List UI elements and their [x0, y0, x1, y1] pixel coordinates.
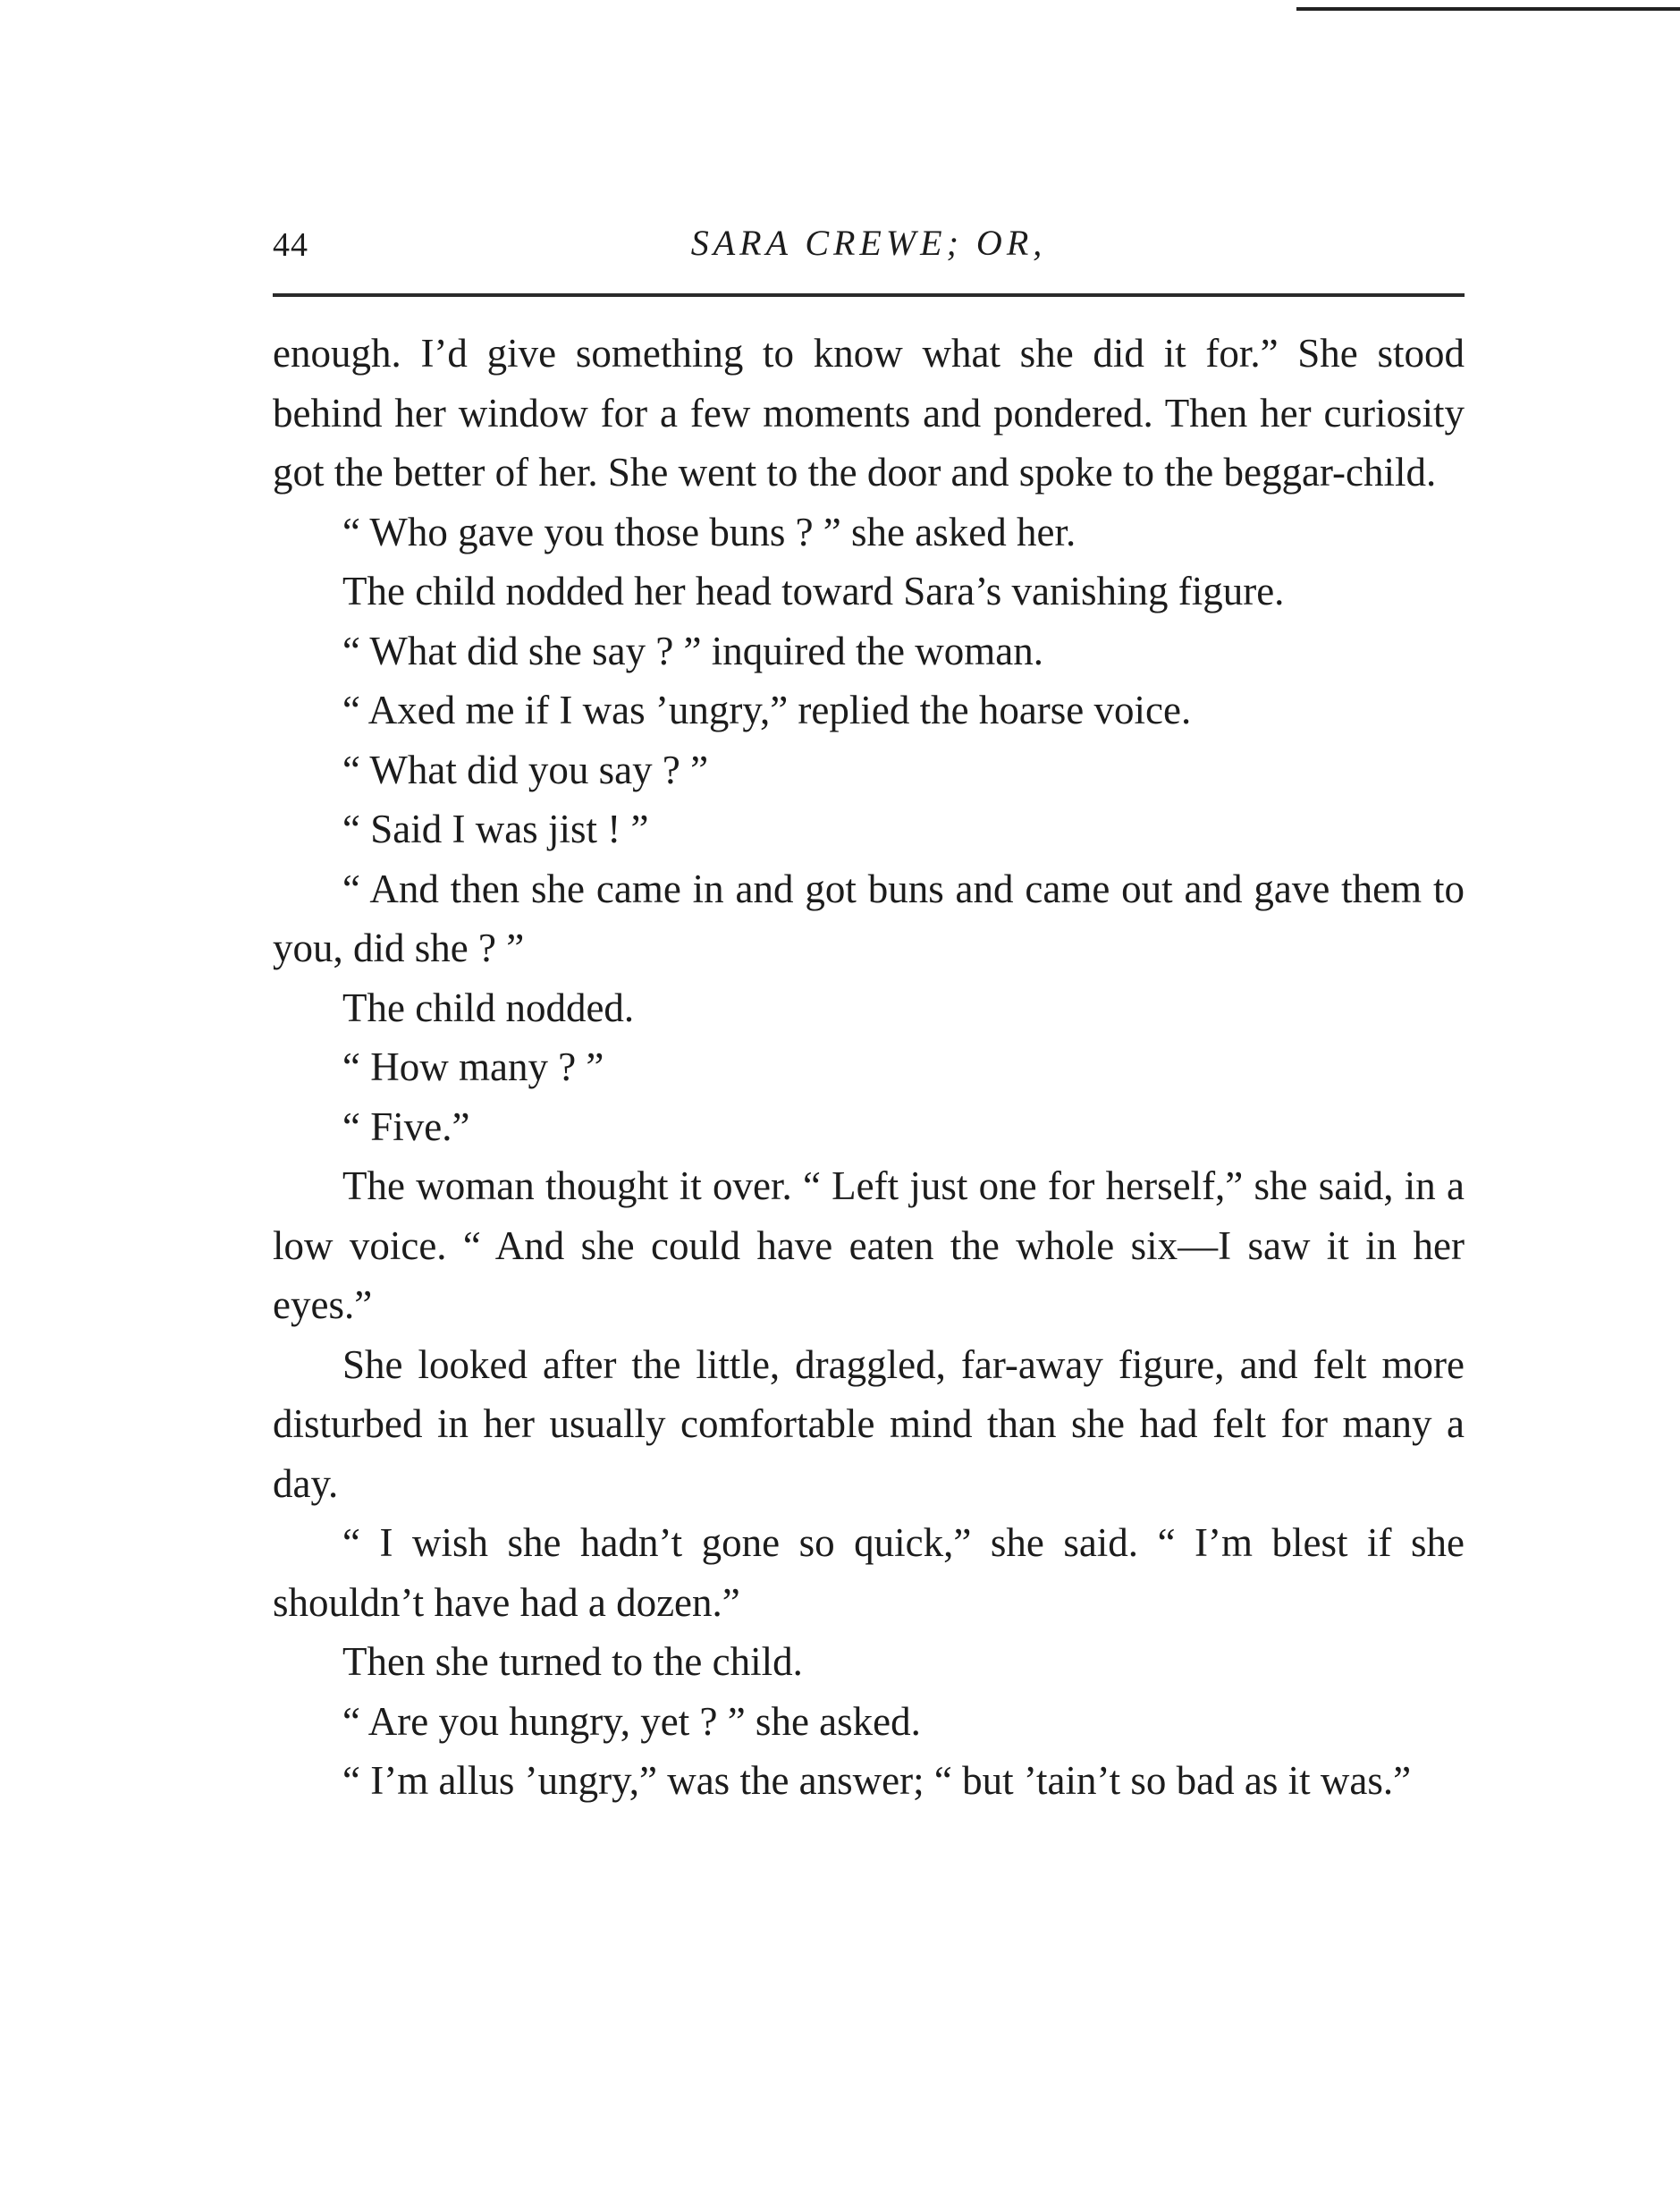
paragraph: “ Who gave you those buns ? ” she asked her. — [342, 509, 1076, 554]
paragraph: enough. I’d give something to know what she did it for.” She stood behind her window for a few moments and pondered. Then her curiosity got the better of her. She went to the door and spoke to the beggar-child. — [273, 331, 1465, 495]
paragraph: “ Axed me if I was ’ungry,” replied the hoarse voice. — [342, 688, 1192, 732]
top-edge-rule — [1296, 7, 1680, 11]
paragraph: “ I’m allus ’ungry,” was the answer; “ but ’tain’t so bad as it was.” — [342, 1758, 1412, 1803]
page-header — [273, 222, 1465, 275]
page-number: 44 — [273, 226, 308, 264]
paragraph: “ I wish she hadn’t gone so quick,” she said. “ I’m blest if she shouldn’t have had a dozen.” — [273, 1520, 1465, 1625]
paragraph: “ What did she say ? ” inquired the woman. — [342, 628, 1043, 673]
paragraph: “ Said I was jist ! ” — [342, 807, 649, 851]
paragraph: The woman thought it over. “ Left just one for herself,” she said, in a low voice. “ And she could have eaten the whole six—I saw it in her eyes.” — [273, 1163, 1465, 1327]
paragraph: “ How many ? ” — [342, 1045, 604, 1089]
paragraph: “ What did you say ? ” — [342, 747, 709, 792]
paragraph: The child nodded. — [342, 985, 635, 1030]
header-rule — [273, 293, 1465, 297]
paragraph: She looked after the little, draggled, far-away figure, and felt more disturbed in her usually comfortable mind than she had felt for many a day. — [273, 1341, 1465, 1506]
paragraph: The child nodded her head toward Sara’s vanishing figure. — [342, 569, 1285, 613]
paragraph: “ Are you hungry, yet ? ” she asked. — [342, 1698, 921, 1744]
paragraph: “ And then she came in and got buns and came out and gave them to you, did she ? ” — [273, 866, 1465, 970]
running-title: SARA CREWE; OR, — [690, 223, 1047, 263]
body-text — [273, 324, 1465, 1811]
paragraph: Then she turned to the child. — [342, 1639, 803, 1684]
paragraph: “ Five.” — [342, 1104, 470, 1149]
